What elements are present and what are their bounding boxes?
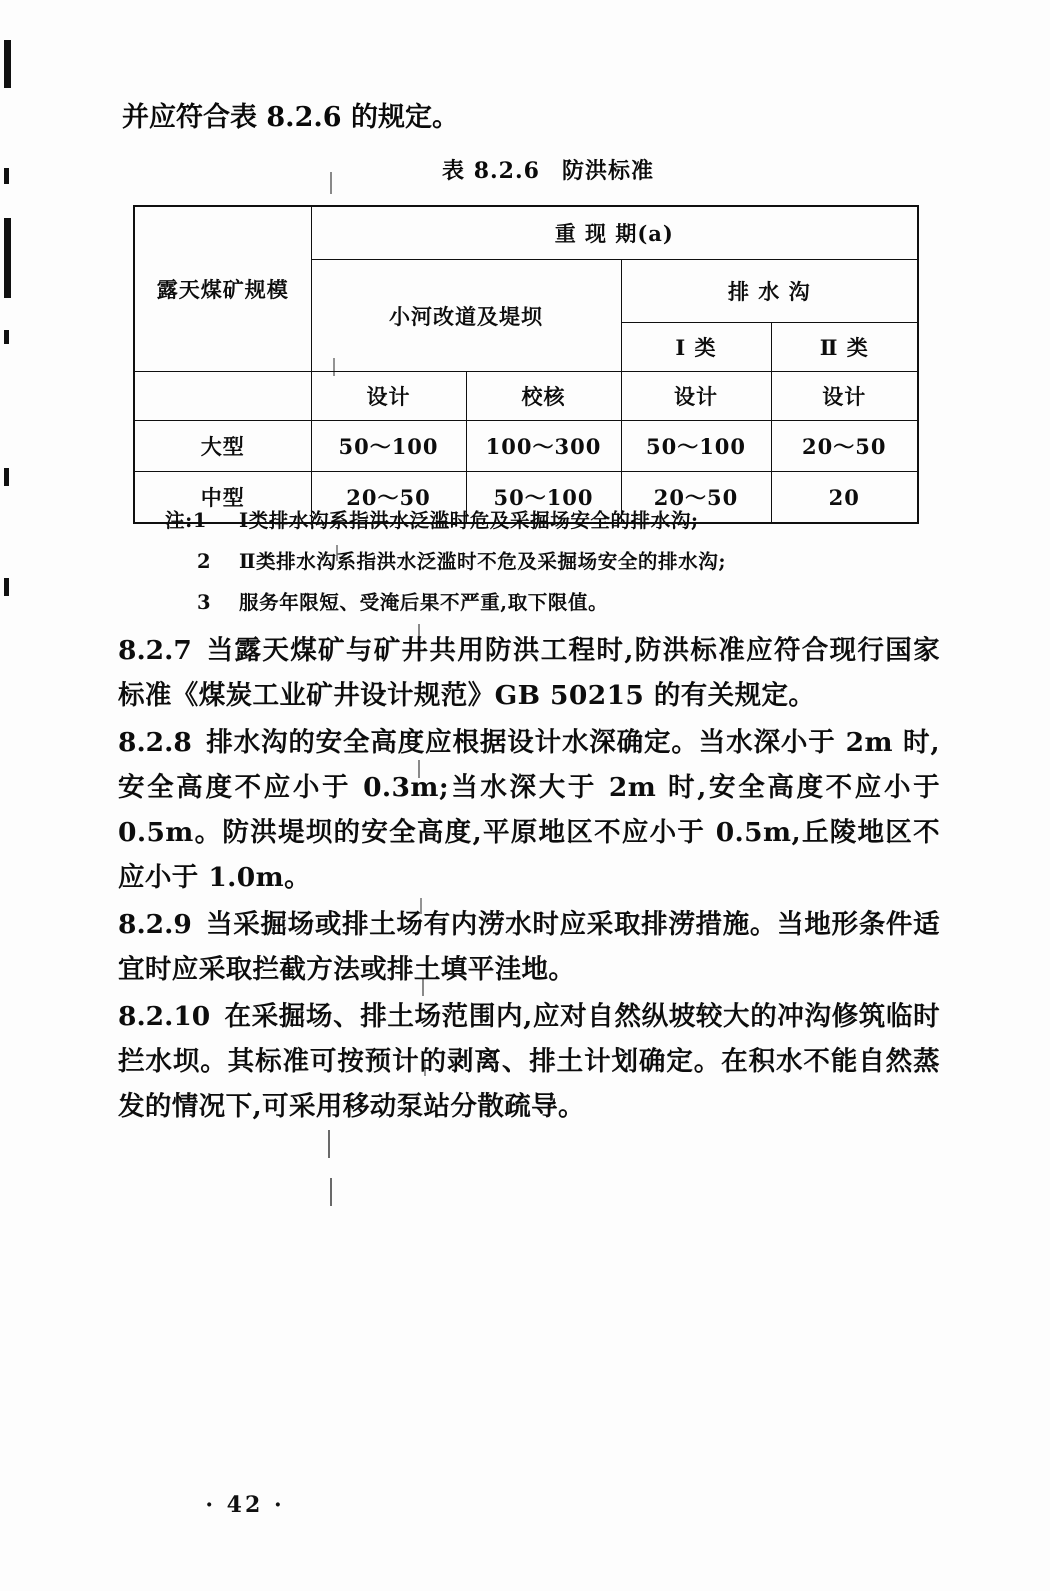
header-cell-blank [134, 372, 311, 421]
table-caption [118, 154, 938, 185]
cell-ditch2-design: 20～50 [771, 421, 918, 472]
table-note [165, 500, 925, 541]
scan-edge-mark [4, 40, 11, 88]
scan-edge-mark [4, 218, 11, 298]
clause-number: 8.2.8 [118, 727, 192, 758]
subheader-design-river: 设计 [311, 372, 466, 421]
header-cell-class-1: Ⅰ 类 [621, 323, 771, 372]
table-header-row-1 [134, 206, 918, 260]
note-text: 服务年限短、受淹后果不严重,取下限值。 [239, 591, 609, 614]
subheader-design-class1: 设计 [621, 372, 771, 421]
cell-river-design: 20～50 [311, 472, 466, 524]
scan-streak [330, 1178, 332, 1206]
page-number: · 42 · [205, 1492, 285, 1518]
header-cell-scale: 露天煤矿规模 [134, 206, 311, 372]
note-text: Ⅱ类排水沟系指洪水泛滥时不危及采掘场安全的排水沟; [239, 550, 727, 573]
cell-river-check: 50～100 [466, 472, 621, 524]
cell-scale: 大型 [134, 421, 311, 472]
clause-8-2-8 [118, 720, 940, 900]
clause-8-2-7 [118, 628, 940, 718]
clause-text: 排水沟的安全高度应根据设计水深确定。当水深小于 2m 时,安全高度不应小于 0.3m;当水深大于 2m 时,安全高度不应小于 0.5m。防洪堤坝的安全高度,平原地区不应小于 0.5m,丘陵地区不应小于 1.0m。 [118, 727, 940, 893]
clause-8-2-10 [118, 994, 940, 1129]
scan-edge-mark [4, 168, 9, 184]
header-cell-river-diversion: 小河改道及堤坝 [311, 260, 621, 372]
table-note [165, 582, 925, 623]
table-caption-label: 表 8.2.6 [442, 158, 540, 184]
table-note [165, 541, 925, 582]
scan-edge-mark [4, 330, 9, 344]
header-cell-return-period: 重 现 期(a) [311, 206, 918, 260]
subheader-check-river: 校核 [466, 372, 621, 421]
clause-number: 8.2.9 [118, 909, 192, 940]
clause-8-2-9 [118, 902, 940, 992]
clause-number: 8.2.7 [118, 635, 192, 666]
table-caption-title: 防洪标准 [561, 158, 654, 184]
table-notes [165, 500, 925, 623]
clause-text: 当露天煤矿与矿井共用防洪工程时,防洪标准应符合现行国家标准《煤炭工业矿井设计规范》GB 50215 的有关规定。 [118, 635, 940, 711]
note-label: 3 [197, 591, 212, 614]
flood-standard-table-wrapper [133, 205, 917, 524]
clause-number: 8.2.10 [118, 1001, 211, 1032]
table-header-row-4 [134, 372, 918, 421]
header-cell-class-2: Ⅱ 类 [771, 323, 918, 372]
scan-streak [328, 1130, 330, 1158]
header-cell-drainage-ditch: 排 水 沟 [621, 260, 918, 323]
table-row [134, 421, 918, 472]
flood-standard-table [133, 205, 919, 524]
note-label: 2 [197, 550, 212, 573]
cell-scale: 中型 [134, 472, 311, 524]
clause-text: 在采掘场、排土场范围内,应对自然纵坡较大的冲沟修筑临时拦水坝。其标准可按预计的剥离、排土计划确定。在积水不能自然蒸发的情况下,可采用移动泵站分散疏导。 [118, 1001, 940, 1122]
cell-ditch1-design: 20～50 [621, 472, 771, 524]
scan-edge-mark [4, 468, 9, 486]
cell-ditch1-design: 50～100 [621, 421, 771, 472]
scan-edge-mark [4, 578, 9, 596]
lead-section [118, 96, 938, 195]
subheader-design-class2: 设计 [771, 372, 918, 421]
lead-paragraph: 并应符合表 8.2.6 的规定。 [122, 102, 459, 133]
note-text: Ⅰ类排水沟系指洪水泛滥时危及采掘场安全的排水沟; [239, 509, 699, 532]
cell-river-check: 100～300 [466, 421, 621, 472]
cell-ditch2-design: 20 [771, 472, 918, 524]
clause-text: 当采掘场或排土场有内涝水时应采取排涝措施。当地形条件适宜时应采取拦截方法或排土填平洼地。 [118, 909, 940, 985]
cell-river-design: 50～100 [311, 421, 466, 472]
clause-list [118, 628, 940, 1131]
note-label: 注:1 [165, 509, 208, 532]
